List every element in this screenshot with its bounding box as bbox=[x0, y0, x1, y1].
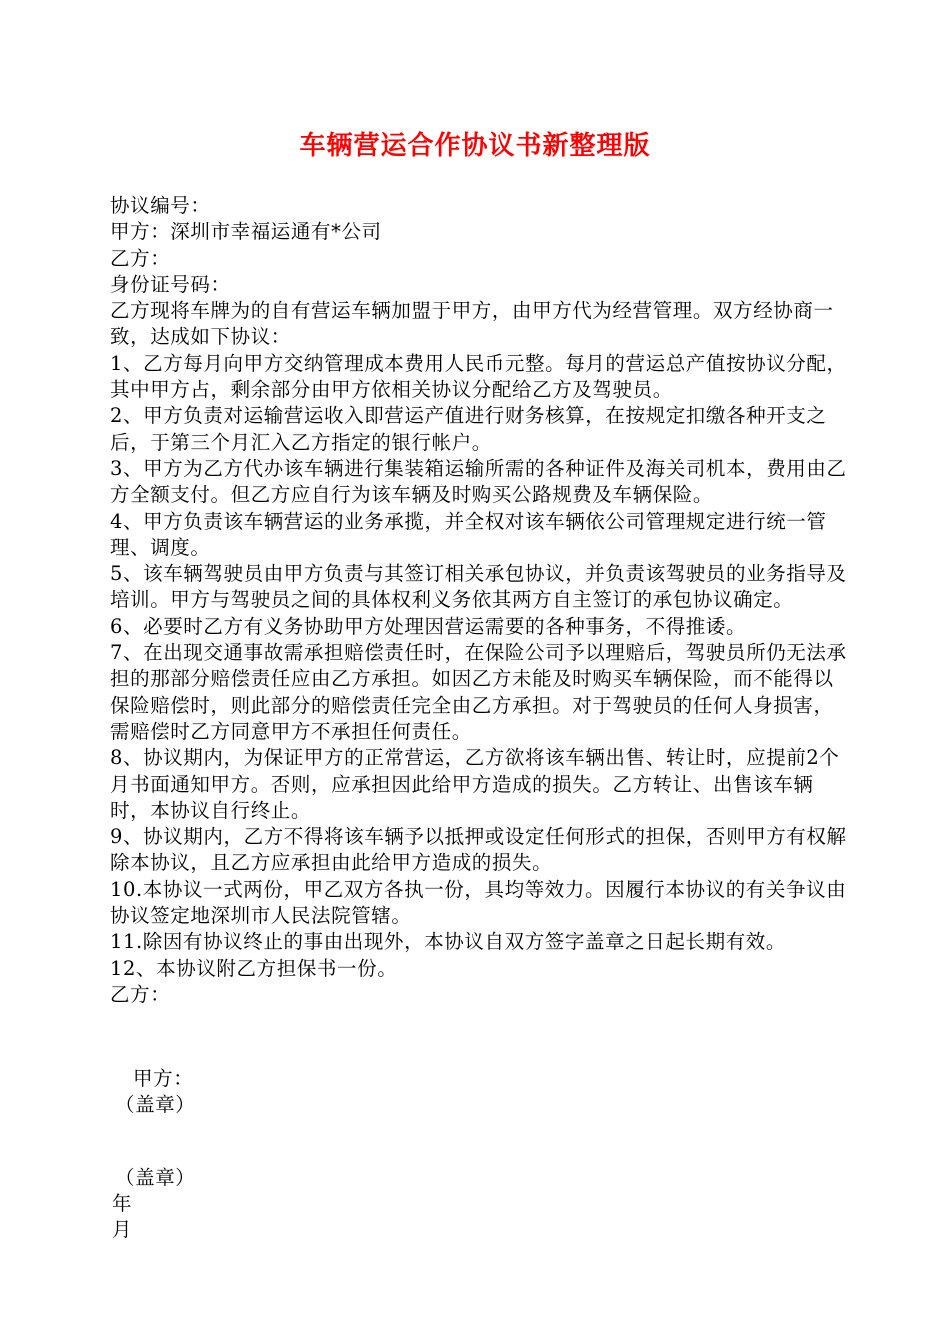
clause-4: 4、甲方负责该车辆营运的业务承揽，并全权对该车辆依公司管理规定进行统一管理、调度。 bbox=[110, 509, 827, 559]
id-number-line: 身份证号码： bbox=[110, 272, 231, 296]
date-month: 月 bbox=[112, 1218, 133, 1241]
signature-party-b: 乙方： bbox=[110, 982, 171, 1006]
clause-8: 8、协议期内，为保证甲方的正常营运，乙方欲将该车辆出售、转让时，应提前2个月书面通知甲方。否则，应承担因此给甲方造成的损失。乙方转让、出售该车辆时，本协议自行终止。 bbox=[110, 746, 840, 822]
clause-11: 11.除因有协议终止的事由出现外，本协议自双方签字盖章之日起长期有效。 bbox=[110, 930, 787, 954]
clause-9: 9、协议期内，乙方不得将该车辆予以抵押或设定任何形式的担保，否则甲方有权解除本协议，且乙方应承担由此给甲方造成的损失。 bbox=[110, 825, 847, 875]
party-b-line: 乙方： bbox=[110, 246, 171, 270]
clause-3: 3、甲方为乙方代办该车辆进行集装箱运输所需的各种证件及海关司机本，费用由乙方全额支付。但乙方应自行为该车辆及时购买公路规费及车辆保险。 bbox=[110, 456, 847, 507]
clause-12: 12、本协议附乙方担保书一份。 bbox=[110, 956, 398, 980]
date-year: 年 bbox=[112, 1192, 133, 1215]
clause-1: 1、乙方每月向甲方交纳管理成本费用人民币元整。每月的营运总产值按协议分配，其中甲方占，剩余部分由甲方依相关协议分配给乙方及驾驶员。 bbox=[110, 351, 847, 402]
seal-label-1: （盖章） bbox=[115, 1093, 196, 1116]
document-title: 车辆营运合作协议书新整理版 bbox=[299, 131, 651, 161]
clause-6: 6、必要时乙方有义务协助甲方处理因营运需要的各种事务，不得推诿。 bbox=[110, 614, 747, 638]
document-body bbox=[110, 193, 850, 1008]
intro-paragraph: 乙方现将车牌为的自有营运车辆加盟于甲方，由甲方代为经营管理。双方经协商一致，达成如下协议： bbox=[110, 299, 834, 349]
agreement-number: 协议编号： bbox=[110, 194, 211, 217]
clause-5: 5、该车辆驾驶员由甲方负责与其签订相关承包协议，并负责该驾驶员的业务指导及培训。甲方与驾驶员之间的具体权利义务依其两方自主签订的承包协议确定。 bbox=[110, 562, 847, 612]
signature-party-a: 甲方： bbox=[133, 1067, 194, 1090]
clause-2: 2、甲方负责对运输营运收入即营运产值进行财务核算，在按规定扣缴各种开支之后，于第三个月汇入乙方指定的银行帐户。 bbox=[110, 404, 827, 454]
seal-label-2: （盖章） bbox=[115, 1166, 196, 1189]
clause-7: 7、在出现交通事故需承担赔偿责任时，在保险公司予以理赔后，驾驶员所仍无法承担的那部分赔偿责任应由乙方承担。如因乙方未能及时购买车辆保险，而不能得以保险赔偿时，则此部分的赔偿责任完全由乙方承担。对于驾驶员的任何人身损害，需赔偿时乙方同意甲方不承担任何责任。 bbox=[110, 641, 847, 743]
party-a-line: 甲方：深圳市幸福运通有*公司 bbox=[110, 220, 382, 244]
clause-10: 10.本协议一式两份，甲乙双方各执一份，具均等效力。因履行本协议的有关争议由协议签定地深圳市人民法院管辖。 bbox=[110, 877, 847, 928]
